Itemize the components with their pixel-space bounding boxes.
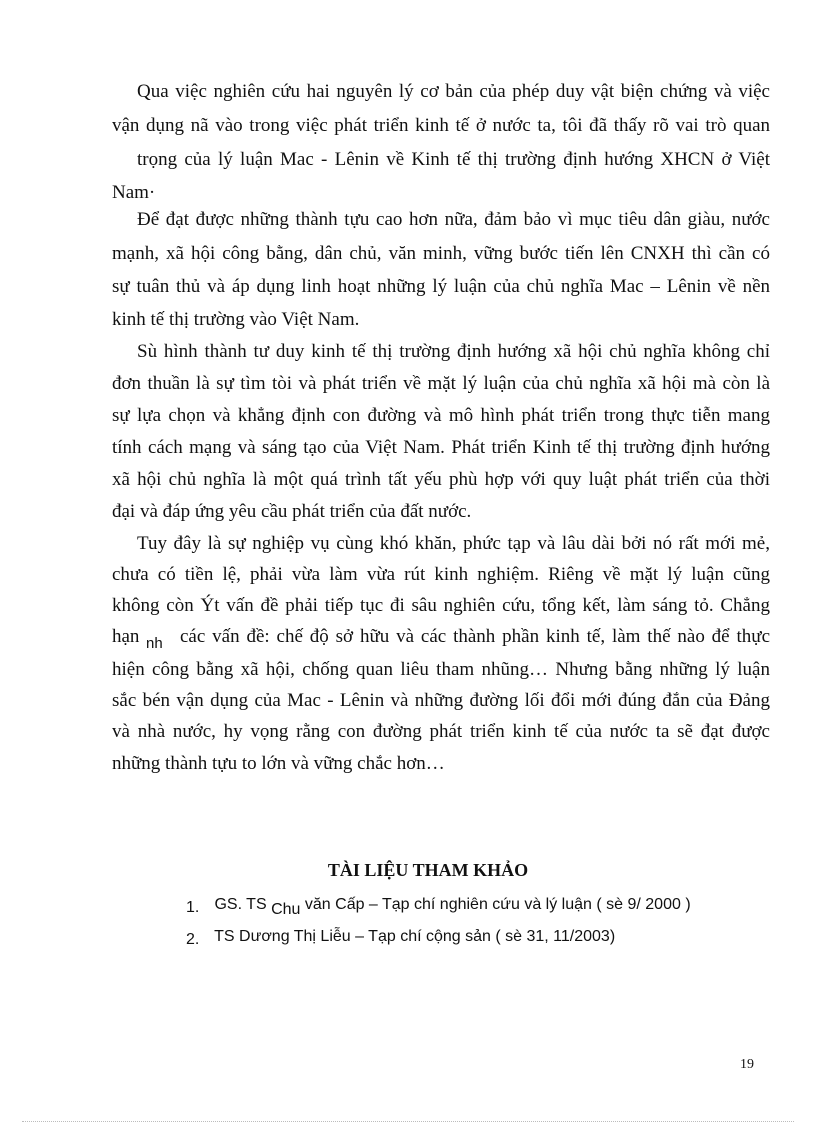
reference-text-post: văn Cấp – Tạp chí nghiên cứu và lý luận ( sè 9/ 2000 ) (304, 896, 691, 913)
paragraph-3-line-2: đơn thuần là sự tìm tòi và phát triển về mặt lý luận của chủ nghĩa xã hội mà còn là (112, 373, 770, 394)
paragraph-1-line-2: vận dụng nã vào trong việc phát triển kinh tế ở nước ta, tôi đã thấy rõ vai trò quan (112, 115, 770, 136)
paragraph-2-line-4: kinh tế thị trường vào Việt Nam. (112, 309, 360, 330)
paragraph-4-line-4-fragment: nh (146, 635, 163, 652)
reference-item-1 (186, 893, 691, 917)
paragraph-4-line-4-rest: các vấn đề: chế độ sở hữu và các thành phần kinh tế, làm thế nào để thực (180, 626, 770, 647)
reference-text-pre: GS. TS (214, 896, 267, 913)
paragraph-4-line-1: Tuy đây là sự nghiệp vụ cùng khó khăn, phức tạp và lâu dài bởi nó rất mới mẻ, (137, 533, 770, 554)
paragraph-3-line-1: Sù hình thành tư duy kinh tế thị trường định hướng xã hội chủ nghĩa không chỉ (137, 341, 770, 362)
paragraph-1-line-1: Qua việc nghiên cứu hai nguyên lý cơ bản của phép duy vật biện chứng và việc (137, 81, 770, 102)
paragraph-2-line-1: Để đạt được những thành tựu cao hơn nữa, đảm bảo vì mục tiêu dân giàu, nước (137, 209, 770, 230)
reference-text-sub: Chu (271, 901, 301, 918)
reference-item-2 (186, 925, 615, 949)
paragraph-1-line-4: Nam· (112, 182, 156, 203)
reference-number: 1. (186, 899, 200, 916)
paragraph-3-line-5: xã hội chủ nghĩa là một quá trình tất yếu phù hợp với quy luật phát triển của thời (112, 469, 770, 490)
paragraph-4-line-6: sắc bén vận dụng của Mac - Lênin và những đường lối đổi mới đúng đắn của Đảng (112, 690, 770, 711)
paragraph-3-line-4: tính cách mạng và sáng tạo của Việt Nam. Phát triển Kinh tế thị trường định hướng (112, 437, 770, 458)
paragraph-4-line-3: không còn Ýt vấn đề phải tiếp tục đi sâu nghiên cứu, tổng kết, làm sáng tỏ. Chẳng (112, 595, 770, 616)
page-number: 19 (740, 1057, 754, 1072)
paragraph-2-line-3: sự tuân thủ và áp dụng linh hoạt những lý luận của chủ nghĩa Mac – Lênin về nền (112, 276, 770, 297)
paragraph-4-line-8: những thành tựu to lớn và vững chắc hơn… (112, 753, 445, 774)
paragraph-4-line-5: hiện công bằng xã hội, chống quan liêu tham nhũng… Nhưng bằng những lý luận (112, 659, 770, 680)
paragraph-4-line-2: chưa có tiền lệ, phải vừa làm vừa rút kinh nghiệm. Riêng về mặt lý luận cũng (112, 564, 770, 585)
paragraph-4-line-7: và nhà nước, hy vọng rằng con đường phát triển kinh tế của nước ta sẽ đạt được (112, 721, 770, 742)
paragraph-2-line-2: mạnh, xã hội công bằng, dân chủ, văn minh, vững bước tiến lên CNXH thì cần có (112, 243, 770, 264)
paragraph-4-line-4-start: hạn (112, 626, 140, 647)
references-title: TÀI LIỆU THAM KHẢO (327, 860, 529, 880)
paragraph-3-line-6: đại và đáp ứng yêu cầu phát triển của đất nước. (112, 501, 472, 522)
reference-text: TS Dương Thị Liễu – Tạp chí cộng sản ( sè 31, 11/2003) (214, 928, 616, 945)
page-bottom-rule (22, 1121, 794, 1122)
reference-number: 2. (186, 931, 200, 948)
paragraph-1-line-3: trọng của lý luận Mac - Lênin về Kinh tế thị trường định hướng XHCN ở Việt (137, 149, 770, 170)
paragraph-3-line-3: sự lựa chọn và khẳng định con đường và mô hình phát triển trong thực tiễn mang (112, 405, 770, 426)
